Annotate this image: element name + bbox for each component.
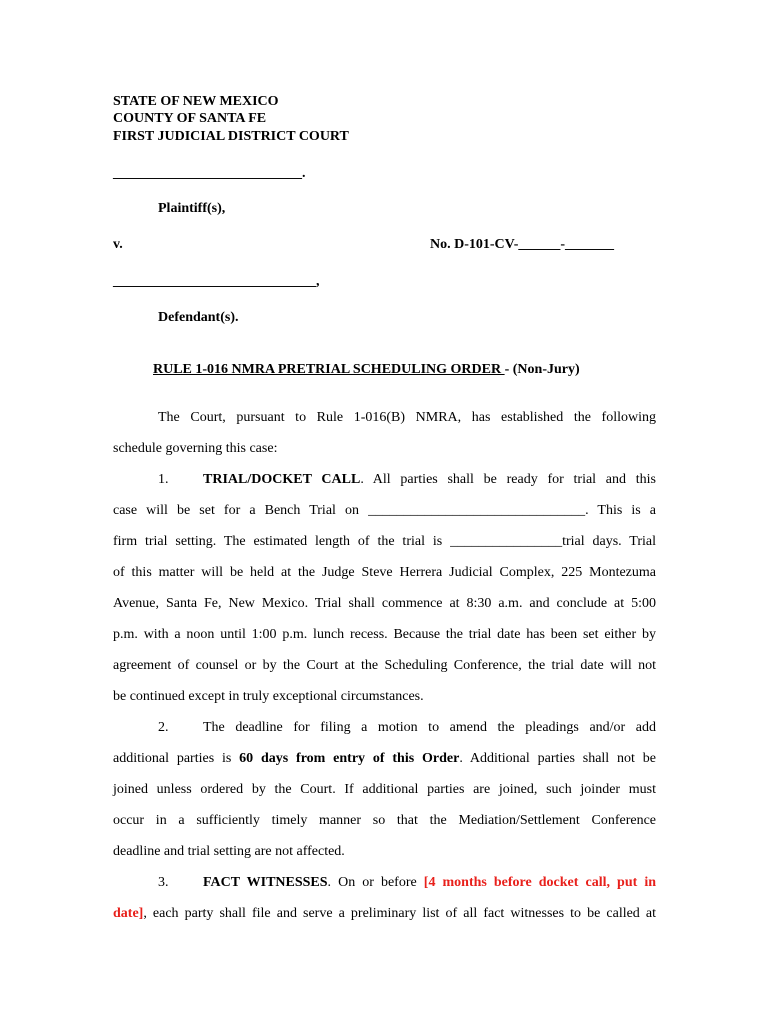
section-2-line-5: deadline and trial setting are not affected. — [113, 844, 345, 859]
section-3-line-1-mid: . On or before — [327, 875, 424, 890]
section-1-number: 1. — [158, 472, 169, 487]
section-2-line-3: joined unless ordered by the Court. If additional parties are joined, such joinder must — [113, 782, 656, 797]
defendant-blank: _____________________________, — [113, 274, 320, 289]
plaintiff-blank: ___________________________. — [113, 166, 306, 181]
section-3-line-2 — [113, 906, 656, 922]
section-1-line-6: p.m. with a noon until 1:00 p.m. lunch recess. Because the trial date has been set either by — [113, 627, 656, 642]
section-1-line-7: agreement of counsel or by the Court at the Scheduling Conference, the trial date will not — [113, 658, 656, 673]
defendant-label: Defendant(s). — [158, 310, 239, 325]
section-1-line-8: be continued except in truly exceptional circumstances. — [113, 689, 424, 704]
intro-line-2: schedule governing this case: — [113, 441, 278, 456]
plaintiff-label: Plaintiff(s), — [158, 201, 226, 216]
section-1-line-3: firm trial setting. The estimated length of the trial is ________________trial days. Trial — [113, 534, 656, 549]
section-2-line-2-pre: additional parties is — [113, 751, 240, 766]
section-2-line-2 — [113, 751, 656, 767]
section-2-deadline: 60 days from entry of this Order — [239, 751, 460, 766]
versus: v. — [113, 237, 123, 252]
section-3-number: 3. — [158, 875, 169, 890]
section-3-placeholder-start: [4 months before docket call, put in — [423, 875, 656, 890]
header-state: STATE OF NEW MEXICO — [113, 94, 279, 109]
header-county: COUNTY OF SANTA FE — [113, 111, 267, 126]
section-3-placeholder-end: date] — [113, 906, 144, 921]
section-1-line-1-rest: . All parties shall be ready for trial and this — [360, 472, 656, 487]
order-title-main: RULE 1-016 NMRA PRETRIAL SCHEDULING ORDER — [153, 362, 505, 377]
section-3-line-2-post: , each party shall file and serve a preliminary list of all fact witnesses to be called at — [143, 906, 656, 921]
section-1-heading: TRIAL/DOCKET CALL — [203, 472, 361, 487]
section-1-line-1 — [203, 472, 656, 488]
section-1-line-4: of this matter will be held at the Judge Steve Herrera Judicial Complex, 225 Montezuma — [113, 565, 656, 580]
section-2-line-4: occur in a sufficiently timely manner so that the Mediation/Settlement Conference — [113, 813, 656, 828]
section-3-heading: FACT WITNESSES — [203, 875, 328, 890]
section-1-line-5: Avenue, Santa Fe, New Mexico. Trial shall commence at 8:30 a.m. and conclude at 5:00 — [113, 596, 656, 611]
section-2-number: 2. — [158, 720, 169, 735]
case-number: No. D-101-CV-______-_______ — [430, 237, 615, 252]
intro-line-1: The Court, pursuant to Rule 1-016(B) NMRA, has established the following — [158, 410, 656, 425]
section-1-line-2: case will be set for a Bench Trial on _______________________________. This is a — [113, 503, 656, 518]
order-title-suffix: - (Non-Jury) — [504, 362, 580, 377]
section-2-line-2-post: . Additional parties shall not be — [459, 751, 656, 766]
order-title — [153, 362, 580, 378]
section-3-line-1 — [203, 875, 656, 891]
section-2-line-1: The deadline for filing a motion to amend the pleadings and/or add — [203, 720, 656, 735]
header-court: FIRST JUDICIAL DISTRICT COURT — [113, 129, 349, 144]
